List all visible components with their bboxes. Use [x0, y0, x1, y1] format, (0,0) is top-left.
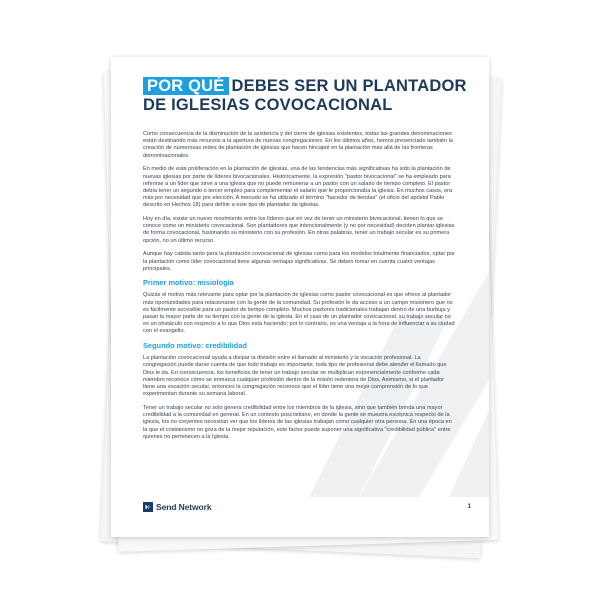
section-heading-credibilidad: Segundo motivo: credibilidad: [143, 341, 247, 351]
intro-paragraph-3: Hoy en día, existe un nuevo movimiento entre los líderes que en vez de tener un ministerio bivocacional, tienen lo que se conoce como un ministerio covocacional. Son plantadores que intencionalmente (y no por necesidad) deciden plantar iglesias de forma covocacional, fusionando su ministerio con su profesión. En otras palabras, tener un trabajo secular es su primera opción, no un último recurso.: [143, 216, 455, 244]
document-page: [111, 57, 489, 537]
section-heading-misiologia: Primer motivo: misiología: [143, 278, 234, 288]
section2-paragraph-1: La plantación covocacional ayuda a disipar la división entre el llamado al ministerio y la vocación profesional. La congregación puede darse cuenta de que todo trabajo es importante, toda tipo de profesional debe atender el llamado que Dios le da. En consecuencia, los beneficios de tener un trabajo secular se multiplican exponencialmente conforme cada miembro reconoce cómo se enmarca cualquier profesión dentro de la misión redentora de Dios. Asimismo, si el plantador tiene una vocación secular, entonces la congregación reconoce que el líder tiene una mejor comprensión de lo que experimentan durante su semana laboral.: [143, 355, 447, 398]
send-network-logo-icon: [143, 502, 153, 512]
section1-paragraph: Quizás el motivo más relevante para optar por la plantación de iglesias como pastor covocacional es que ofrece al plantador más oportunidades para relacionarse con la gente de la comunidad. Su profesión le da acceso a un campo misionero que no es fácilmente accesible para un pastor de tiempo completo. Muchos pastores tradicionales trabajan dentro de una burbuja y pasan la mayor parte de su tiempo con la gente de la iglesia. En el caso de un plantador covocacional, su trabajo secular no es un obstáculo con respecto a lo que Dios está haciendo; por lo contrario, es una ventaja a la hora de influenciar a su ciudad con el evangelio.: [143, 292, 455, 335]
section2-paragraph-2: Tener un trabajo secular no solo genera credibilidad entre los miembros de la iglesia, sino que también brinda una mayor credibilidad a la comunidad en general. En un contexto poscristiano, en donde la gente se muestra escéptica respecto de la iglesia, los no creyentes necesitan ver que los líderes de las iglesias trabajan como cualquier otra persona. En una época en la que el cristianismo no goza de la mejor reputación, este factor puede suponer una significativa "credibilidad pública" entre quienes no pertenecen a la Iglesia.: [143, 404, 452, 440]
intro-paragraph-1: Como consecuencia de la disminución de la asistencia y del cierre de iglesias existentes, todas las grandes denominaciones están destinando más recursos a la apertura de nuevas congregaciones. En los últimos años, hemos presenciado también la creación de numerosas redes de plantación de iglesias que hacen hincapié en la plantación más allá de las fronteras denominacionales.: [143, 131, 454, 159]
logo-text: Send Network: [156, 502, 212, 512]
document-body: [143, 131, 455, 447]
page-title: [143, 77, 473, 115]
title-highlight: POR QUÉ: [143, 77, 229, 95]
title-rest: DEBES SER UN PLANTADOR DE IGLESIAS COVOCACIONAL: [143, 77, 467, 114]
intro-paragraph-2: En medio de esta proliferación en la plantación de iglesias, una de las tendencias más significativas ha sido la plantación de nuevas iglesias por parte de líderes bivocacionales. Históricamente, la expresión "pastor bivocacional" se ha empleado para referirse a un líder que sirve a una iglesia que no puede remunerar a un pastor con un salario de tiempo completo. El pastor debía tener un segundo o tercer empleo para complementar el salario que le proporcionaba la iglesia. En muchos casos, era más por necesidad que por elección. A menudo se ha utilizado el término "hacedor de tiendas" (el oficio del apóstol Pablo descrito en Hechos 18) para definir a este tipo de plantador de iglesias.: [143, 166, 453, 209]
page-number: 1: [467, 504, 471, 510]
intro-paragraph-4: Aunque hay cabida tanto para la plantación covocacional de iglesias como para los modelos totalmente financiados, optar por la plantación como líder covocacional tiene algunas ventajas significativas. Se deben tomar en cuenta cuatro ventajas principales.: [143, 251, 455, 272]
send-network-logo: [143, 502, 211, 512]
